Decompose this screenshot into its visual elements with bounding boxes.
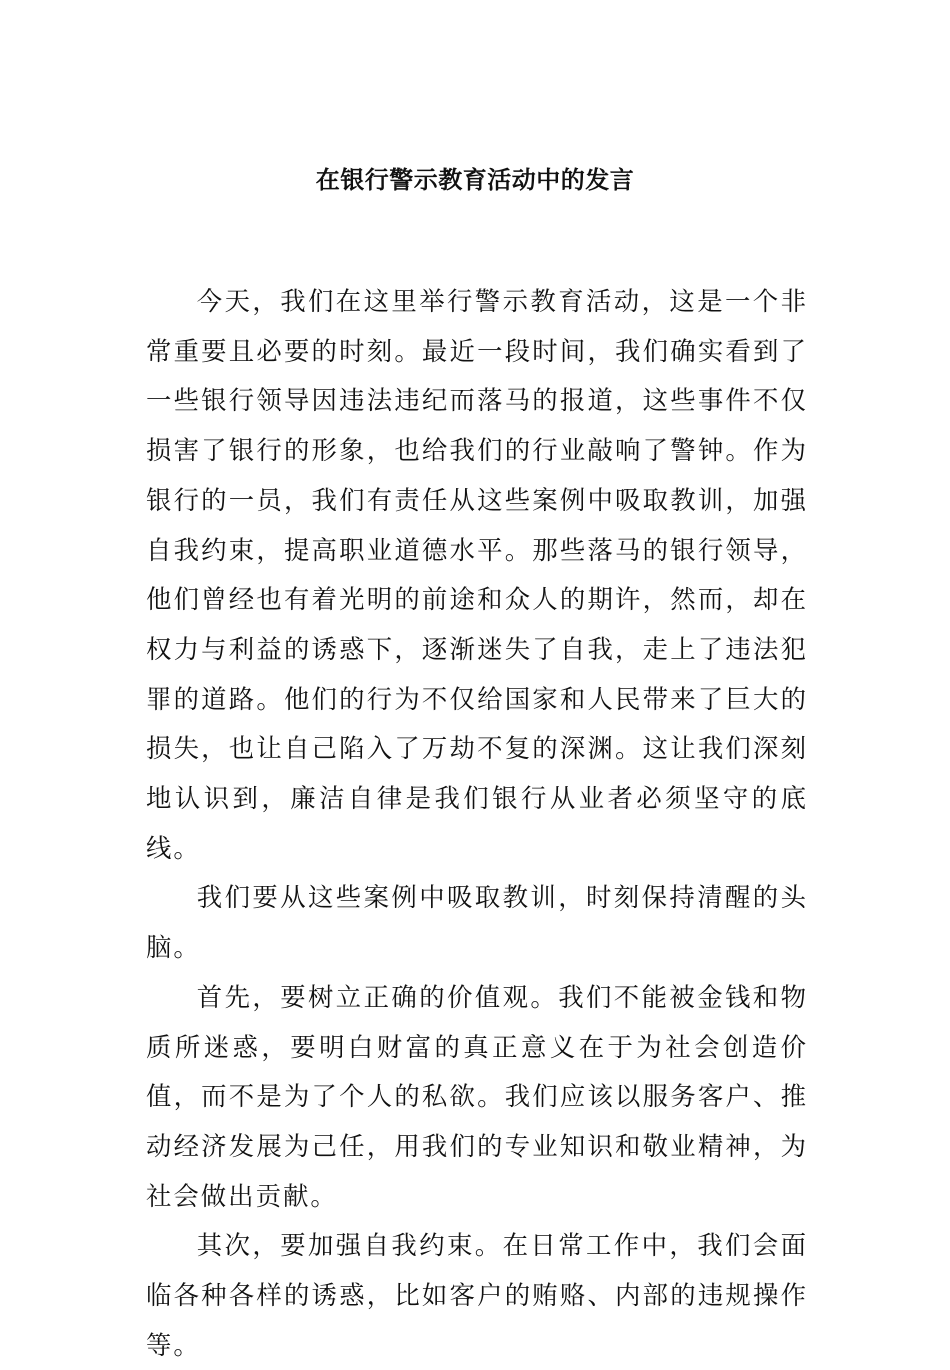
paragraph: 我们要从这些案例中吸取教训，时刻保持清醒的头脑。 [146, 882, 808, 963]
paragraph: 今天，我们在这里举行警示教育活动，这是一个非常重要且必要的时刻。最近一段时间，我们确实看到了一些银行领导因违法违纪而落马的报道，这些事件不仅损害了银行的形象，也给我们的行业敲响了警钟。作为银行的一员，我们有责任从这些案例中吸取教训，加强自我约束，提高职业道德水平。那些落马的银行领导，他们曾经也有着光明的前途和众人的期许，然而，却在权力与利益的诱惑下，逐渐迷失了自我，走上了违法犯罪的道路。他们的行为不仅给国家和人民带来了巨大的损失，也让自己陷入了万劫不复的深渊。这让我们深刻地认识到，廉洁自律是我们银行从业者必须坚守的底线。 [146, 286, 808, 863]
paragraph: 其次，要加强自我约束。在日常工作中，我们会面临各种各样的诱惑，比如客户的贿赂、内部的违规操作等。 [146, 1230, 808, 1360]
paragraph: 首先，要树立正确的价值观。我们不能被金钱和物质所迷惑，要明白财富的真正意义在于为社会创造价值，而不是为了个人的私欲。我们应该以服务客户、推动经济发展为己任，用我们的专业知识和敬业精神，为社会做出贡献。 [146, 981, 808, 1211]
document-body [146, 277, 808, 1370]
document-title: 在银行警示教育活动中的发言 [315, 166, 635, 194]
